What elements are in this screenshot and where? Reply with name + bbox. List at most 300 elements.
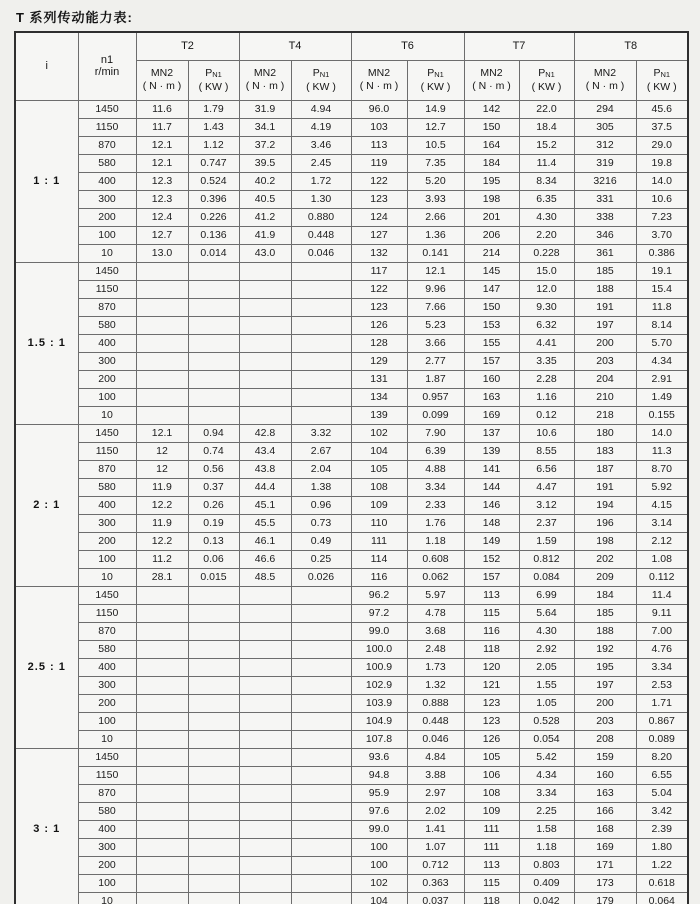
value-cell: 1.16 — [519, 388, 574, 406]
value-cell — [136, 838, 188, 856]
table-row — [15, 316, 688, 334]
value-cell: 0.226 — [188, 208, 239, 226]
value-cell: 1.49 — [636, 388, 688, 406]
value-cell: 0.37 — [188, 478, 239, 496]
value-cell: 14.9 — [407, 100, 464, 118]
value-cell: 361 — [574, 244, 636, 262]
n1-cell: 1450 — [78, 424, 136, 442]
value-cell — [239, 370, 291, 388]
value-cell: 100.0 — [351, 640, 407, 658]
value-cell: 0.396 — [188, 190, 239, 208]
value-cell: 331 — [574, 190, 636, 208]
value-cell — [239, 622, 291, 640]
value-cell: 0.042 — [519, 892, 574, 904]
ratio-cell: 1.5 : 1 — [15, 262, 78, 424]
n1-cell: 1150 — [78, 118, 136, 136]
value-cell: 134 — [351, 388, 407, 406]
column-header-t7: T7 — [464, 32, 574, 60]
value-cell: 0.56 — [188, 460, 239, 478]
value-cell: 29.0 — [636, 136, 688, 154]
value-cell: 0.74 — [188, 442, 239, 460]
value-cell: 1.71 — [636, 694, 688, 712]
value-cell — [188, 388, 239, 406]
value-cell: 6.32 — [519, 316, 574, 334]
n1-cell: 100 — [78, 874, 136, 892]
value-cell: 122 — [351, 172, 407, 190]
ratio-cell: 1 : 1 — [15, 100, 78, 262]
value-cell: 0.608 — [407, 550, 464, 568]
value-cell: 8.55 — [519, 442, 574, 460]
table-row — [15, 208, 688, 226]
value-cell: 0.228 — [519, 244, 574, 262]
subheader-mn2: MN2 ( N · m ) — [464, 60, 519, 100]
value-cell: 195 — [574, 658, 636, 676]
value-cell — [136, 892, 188, 904]
value-cell — [136, 802, 188, 820]
n1-cell: 580 — [78, 802, 136, 820]
column-header-n1 — [78, 32, 136, 100]
value-cell: 12.7 — [136, 226, 188, 244]
value-cell: 1.07 — [407, 838, 464, 856]
n1-cell: 870 — [78, 622, 136, 640]
value-cell: 155 — [464, 334, 519, 352]
value-cell: 4.84 — [407, 748, 464, 766]
table-row — [15, 100, 688, 118]
value-cell — [239, 802, 291, 820]
n1-cell: 400 — [78, 820, 136, 838]
n1-cell: 400 — [78, 658, 136, 676]
value-cell: 31.9 — [239, 100, 291, 118]
n1-cell: 200 — [78, 208, 136, 226]
table-row — [15, 370, 688, 388]
value-cell — [291, 856, 351, 874]
value-cell: 0.880 — [291, 208, 351, 226]
value-cell: 5.20 — [407, 172, 464, 190]
value-cell — [239, 856, 291, 874]
value-cell: 159 — [574, 748, 636, 766]
value-cell: 3.34 — [519, 784, 574, 802]
value-cell: 0.062 — [407, 568, 464, 586]
value-cell: 0.26 — [188, 496, 239, 514]
value-cell: 11.9 — [136, 478, 188, 496]
value-cell: 12.7 — [407, 118, 464, 136]
n1-cell: 1450 — [78, 100, 136, 118]
value-cell — [239, 658, 291, 676]
value-cell: 4.19 — [291, 118, 351, 136]
value-cell: 139 — [351, 406, 407, 424]
value-cell: 3.70 — [636, 226, 688, 244]
value-cell: 2.28 — [519, 370, 574, 388]
value-cell: 1.76 — [407, 514, 464, 532]
value-cell: 0.141 — [407, 244, 464, 262]
value-cell: 2.92 — [519, 640, 574, 658]
value-cell: 203 — [574, 712, 636, 730]
value-cell: 46.6 — [239, 550, 291, 568]
value-cell: 184 — [574, 586, 636, 604]
value-cell: 3.12 — [519, 496, 574, 514]
value-cell — [291, 262, 351, 280]
value-cell: 111 — [351, 532, 407, 550]
value-cell: 107.8 — [351, 730, 407, 748]
value-cell — [239, 352, 291, 370]
value-cell — [188, 298, 239, 316]
column-header-t8: T8 — [574, 32, 688, 60]
n1-cell: 100 — [78, 388, 136, 406]
value-cell — [188, 766, 239, 784]
value-cell — [239, 712, 291, 730]
value-cell: 188 — [574, 622, 636, 640]
value-cell: 12 — [136, 442, 188, 460]
value-cell — [239, 298, 291, 316]
value-cell — [188, 316, 239, 334]
n1-cell: 300 — [78, 190, 136, 208]
n1-cell: 10 — [78, 406, 136, 424]
value-cell: 0.957 — [407, 388, 464, 406]
value-cell: 3.32 — [291, 424, 351, 442]
value-cell: 0.888 — [407, 694, 464, 712]
value-cell: 2.67 — [291, 442, 351, 460]
value-cell: 139 — [464, 442, 519, 460]
value-cell: 123 — [464, 694, 519, 712]
value-cell — [291, 802, 351, 820]
value-cell: 160 — [574, 766, 636, 784]
table-row — [15, 406, 688, 424]
table-row — [15, 802, 688, 820]
table-row — [15, 298, 688, 316]
value-cell: 96.2 — [351, 586, 407, 604]
value-cell — [291, 406, 351, 424]
value-cell: 19.1 — [636, 262, 688, 280]
value-cell: 0.155 — [636, 406, 688, 424]
subheader-pn1: $P_{N1}$ ( KW ) — [188, 60, 239, 100]
value-cell: 319 — [574, 154, 636, 172]
value-cell: 191 — [574, 298, 636, 316]
ratio-cell: 3 : 1 — [15, 748, 78, 904]
value-cell — [188, 838, 239, 856]
n1-cell: 200 — [78, 370, 136, 388]
value-cell — [239, 406, 291, 424]
value-cell: 1.05 — [519, 694, 574, 712]
value-cell: 3.14 — [636, 514, 688, 532]
value-cell: 160 — [464, 370, 519, 388]
value-cell: 94.8 — [351, 766, 407, 784]
value-cell: 1.12 — [188, 136, 239, 154]
column-header-i: i — [15, 32, 78, 100]
value-cell — [188, 406, 239, 424]
table-row — [15, 424, 688, 442]
value-cell: 123 — [351, 190, 407, 208]
value-cell: 39.5 — [239, 154, 291, 172]
value-cell: 100 — [351, 838, 407, 856]
value-cell — [136, 784, 188, 802]
value-cell: 15.4 — [636, 280, 688, 298]
value-cell: 0.026 — [291, 568, 351, 586]
n1-label: n1 — [100, 54, 114, 67]
value-cell: 121 — [464, 676, 519, 694]
value-cell — [136, 370, 188, 388]
value-cell: 7.23 — [636, 208, 688, 226]
value-cell: 43.4 — [239, 442, 291, 460]
value-cell: 11.4 — [636, 586, 688, 604]
value-cell: 15.0 — [519, 262, 574, 280]
n1-cell: 300 — [78, 838, 136, 856]
value-cell — [136, 352, 188, 370]
value-cell: 201 — [464, 208, 519, 226]
value-cell: 41.9 — [239, 226, 291, 244]
n1-cell: 1450 — [78, 586, 136, 604]
value-cell: 126 — [351, 316, 407, 334]
value-cell: 0.712 — [407, 856, 464, 874]
value-cell: 8.20 — [636, 748, 688, 766]
value-cell — [136, 280, 188, 298]
value-cell: 0.19 — [188, 514, 239, 532]
value-cell — [239, 316, 291, 334]
n1-cell: 1150 — [78, 766, 136, 784]
value-cell: 3.93 — [407, 190, 464, 208]
value-cell — [239, 262, 291, 280]
value-cell — [136, 316, 188, 334]
value-cell: 12.3 — [136, 172, 188, 190]
value-cell: 1.18 — [519, 838, 574, 856]
value-cell: 113 — [464, 586, 519, 604]
value-cell: 0.064 — [636, 892, 688, 904]
value-cell: 3.46 — [291, 136, 351, 154]
value-cell: 102 — [351, 424, 407, 442]
table-row — [15, 730, 688, 748]
value-cell — [291, 694, 351, 712]
value-cell — [291, 730, 351, 748]
value-cell: 163 — [574, 784, 636, 802]
value-cell: 122 — [351, 280, 407, 298]
page-title: T 系列传动能力表: — [16, 10, 133, 25]
value-cell: 28.1 — [136, 568, 188, 586]
value-cell — [239, 820, 291, 838]
value-cell: 4.78 — [407, 604, 464, 622]
table-row — [15, 118, 688, 136]
n1-cell: 400 — [78, 172, 136, 190]
value-cell: 6.39 — [407, 442, 464, 460]
value-cell — [291, 586, 351, 604]
value-cell — [136, 658, 188, 676]
value-cell: 203 — [574, 352, 636, 370]
value-cell — [136, 820, 188, 838]
value-cell — [291, 298, 351, 316]
value-cell: 108 — [351, 478, 407, 496]
value-cell: 104 — [351, 442, 407, 460]
value-cell: 218 — [574, 406, 636, 424]
n1-cell: 870 — [78, 136, 136, 154]
n1-cell: 580 — [78, 154, 136, 172]
value-cell: 48.5 — [239, 568, 291, 586]
value-cell — [136, 298, 188, 316]
value-cell — [136, 874, 188, 892]
value-cell: 0.409 — [519, 874, 574, 892]
value-cell — [291, 820, 351, 838]
value-cell: 152 — [464, 550, 519, 568]
value-cell: 93.6 — [351, 748, 407, 766]
value-cell: 2.97 — [407, 784, 464, 802]
value-cell: 11.8 — [636, 298, 688, 316]
value-cell — [136, 712, 188, 730]
value-cell: 3.88 — [407, 766, 464, 784]
value-cell: 196 — [574, 514, 636, 532]
value-cell: 0.084 — [519, 568, 574, 586]
value-cell: 3216 — [574, 172, 636, 190]
value-cell: 180 — [574, 424, 636, 442]
subheader-mn2: MN2 ( N · m ) — [136, 60, 188, 100]
value-cell: 114 — [351, 550, 407, 568]
value-cell — [291, 892, 351, 904]
table-row — [15, 136, 688, 154]
value-cell — [188, 694, 239, 712]
value-cell: 146 — [464, 496, 519, 514]
n1-cell: 400 — [78, 334, 136, 352]
value-cell: 147 — [464, 280, 519, 298]
table-row — [15, 280, 688, 298]
value-cell: 153 — [464, 316, 519, 334]
value-cell: 110 — [351, 514, 407, 532]
value-cell: 2.05 — [519, 658, 574, 676]
value-cell: 113 — [464, 856, 519, 874]
table-row — [15, 442, 688, 460]
value-cell — [291, 388, 351, 406]
value-cell: 111 — [464, 838, 519, 856]
value-cell — [188, 748, 239, 766]
value-cell — [239, 586, 291, 604]
value-cell — [188, 892, 239, 904]
table-row — [15, 550, 688, 568]
value-cell: 1.73 — [407, 658, 464, 676]
value-cell: 188 — [574, 280, 636, 298]
value-cell: 11.4 — [519, 154, 574, 172]
value-cell: 1.55 — [519, 676, 574, 694]
value-cell — [291, 748, 351, 766]
value-cell — [136, 694, 188, 712]
value-cell: 115 — [464, 604, 519, 622]
value-cell: 173 — [574, 874, 636, 892]
n1-cell: 10 — [78, 244, 136, 262]
value-cell: 109 — [351, 496, 407, 514]
value-cell: 7.35 — [407, 154, 464, 172]
value-cell: 127 — [351, 226, 407, 244]
value-cell: 0.618 — [636, 874, 688, 892]
value-cell: 12.1 — [407, 262, 464, 280]
value-cell: 95.9 — [351, 784, 407, 802]
value-cell: 150 — [464, 118, 519, 136]
value-cell: 0.037 — [407, 892, 464, 904]
value-cell: 99.0 — [351, 622, 407, 640]
value-cell: 1.08 — [636, 550, 688, 568]
value-cell: 5.64 — [519, 604, 574, 622]
value-cell: 163 — [464, 388, 519, 406]
value-cell: 3.34 — [407, 478, 464, 496]
table-row — [15, 892, 688, 904]
value-cell: 0.524 — [188, 172, 239, 190]
value-cell: 1.41 — [407, 820, 464, 838]
value-cell — [239, 784, 291, 802]
value-cell: 1.43 — [188, 118, 239, 136]
value-cell: 3.42 — [636, 802, 688, 820]
value-cell — [291, 784, 351, 802]
value-cell: 129 — [351, 352, 407, 370]
value-cell: 149 — [464, 532, 519, 550]
value-cell: 12.0 — [519, 280, 574, 298]
value-cell: 141 — [464, 460, 519, 478]
value-cell — [188, 820, 239, 838]
value-cell: 305 — [574, 118, 636, 136]
value-cell — [291, 280, 351, 298]
value-cell — [239, 892, 291, 904]
value-cell: 126 — [464, 730, 519, 748]
n1-cell: 870 — [78, 784, 136, 802]
header-row-groups — [15, 32, 688, 60]
value-cell: 157 — [464, 568, 519, 586]
value-cell — [188, 784, 239, 802]
value-cell: 105 — [351, 460, 407, 478]
value-cell: 169 — [464, 406, 519, 424]
value-cell: 204 — [574, 370, 636, 388]
value-cell: 4.94 — [291, 100, 351, 118]
value-cell: 120 — [464, 658, 519, 676]
value-cell: 5.23 — [407, 316, 464, 334]
value-cell: 5.92 — [636, 478, 688, 496]
value-cell: 132 — [351, 244, 407, 262]
value-cell: 3.66 — [407, 334, 464, 352]
value-cell: 12.3 — [136, 190, 188, 208]
value-cell: 97.2 — [351, 604, 407, 622]
value-cell — [188, 370, 239, 388]
value-cell: 214 — [464, 244, 519, 262]
value-cell: 185 — [574, 262, 636, 280]
table-row — [15, 190, 688, 208]
value-cell: 1.38 — [291, 478, 351, 496]
value-cell — [291, 334, 351, 352]
value-cell: 6.99 — [519, 586, 574, 604]
value-cell: 2.33 — [407, 496, 464, 514]
value-cell: 10.6 — [519, 424, 574, 442]
value-cell: 144 — [464, 478, 519, 496]
value-cell: 166 — [574, 802, 636, 820]
n1-cell: 400 — [78, 496, 136, 514]
table-row — [15, 856, 688, 874]
n1-cell: 10 — [78, 730, 136, 748]
value-cell: 0.803 — [519, 856, 574, 874]
value-cell: 185 — [574, 604, 636, 622]
value-cell: 1.32 — [407, 676, 464, 694]
n1-cell: 200 — [78, 856, 136, 874]
value-cell: 22.0 — [519, 100, 574, 118]
value-cell: 0.49 — [291, 532, 351, 550]
table-row — [15, 874, 688, 892]
value-cell: 1.59 — [519, 532, 574, 550]
value-cell: 40.5 — [239, 190, 291, 208]
table-row — [15, 640, 688, 658]
value-cell — [239, 604, 291, 622]
value-cell: 100 — [351, 856, 407, 874]
value-cell: 1.80 — [636, 838, 688, 856]
table-row — [15, 712, 688, 730]
value-cell: 102 — [351, 874, 407, 892]
n1-cell: 10 — [78, 892, 136, 904]
value-cell: 46.1 — [239, 532, 291, 550]
value-cell — [291, 604, 351, 622]
value-cell: 14.0 — [636, 424, 688, 442]
table-body — [15, 100, 688, 904]
n1-cell: 580 — [78, 640, 136, 658]
value-cell — [136, 676, 188, 694]
value-cell — [291, 640, 351, 658]
value-cell: 169 — [574, 838, 636, 856]
